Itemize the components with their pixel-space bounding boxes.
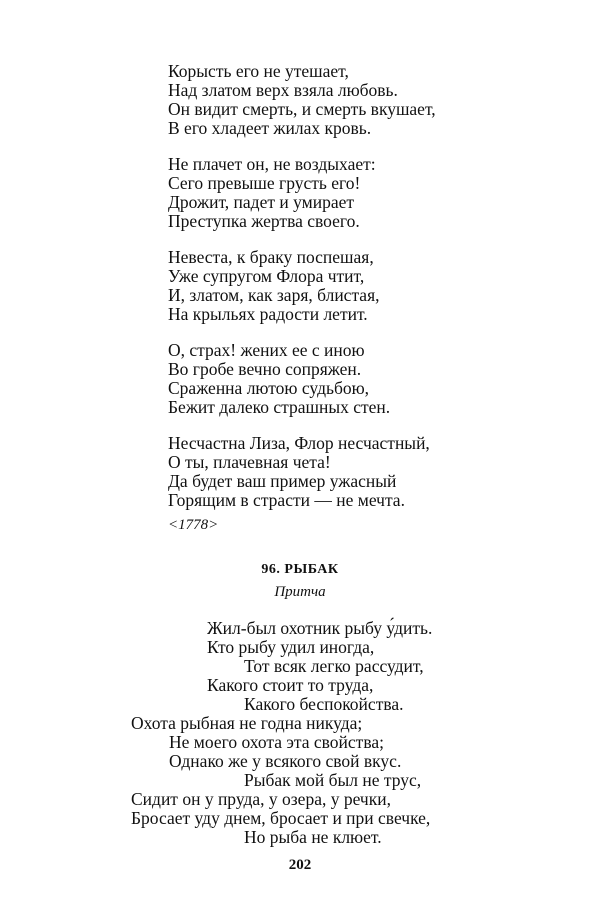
verse-line: Бросает уду днем, бросает и при свечке, — [131, 808, 431, 828]
verse-line: Сраженна лютою судьбою, — [168, 378, 370, 398]
verse-line: Сидит он у пруда, у озера, у речки, — [131, 789, 391, 809]
verse-line: Не плачет он, не воздыхает: — [168, 154, 376, 174]
stanza-2 — [168, 155, 498, 231]
verse-line: Тот всяк легко рассудит, — [244, 656, 424, 676]
verse-line: Не моего охота эта свойства; — [169, 732, 384, 752]
verse-line: Однако же у всякого свой вкус. — [169, 751, 402, 771]
stanza-5 — [168, 434, 498, 510]
poem-title: 96. РЫБАК — [261, 562, 339, 577]
verse-line: Преступка жертва своего. — [168, 211, 360, 231]
verse-line: Корысть его не утешает, — [168, 61, 349, 81]
verse-line: О, страх! жених ее с иною — [168, 340, 365, 360]
verse-line: Бежит далеко страшных стен. — [168, 397, 391, 417]
poem-date: <1778> — [168, 517, 219, 533]
verse-line: Охота рыбная не годна никуда; — [131, 713, 363, 733]
page-number: 202 — [288, 857, 312, 873]
verse-line: Несчастна Лиза, Флор несчастный, — [168, 433, 430, 453]
verse-line: Во гробе вечно сопряжен. — [168, 359, 362, 379]
verse-line: Но рыба не клюет. — [244, 827, 382, 847]
verse-line: Какого стоит то труда, — [207, 675, 374, 695]
verse-line: Уже супругом Флора чтит, — [168, 266, 365, 286]
stanza-3 — [168, 248, 498, 324]
verse-line: Над златом верх взяла любовь. — [168, 80, 398, 100]
stanza-4 — [168, 341, 498, 417]
verse-line: Сего превыше грусть его! — [168, 173, 361, 193]
verse-line: Какого беспокойства. — [244, 694, 404, 714]
verse-line: О ты, плачевная чета! — [168, 452, 331, 472]
poem-subtitle: Притча — [274, 584, 326, 600]
verse-line: Рыбак мой был не трус, — [244, 770, 422, 790]
verse-line: Дрожит, падет и умирает — [168, 192, 354, 212]
stanza-1 — [168, 62, 498, 138]
verse-line: Кто рыбу удил иногда, — [207, 637, 375, 657]
verse-line: И, златом, как заря, блистая, — [168, 285, 380, 305]
verse-line: Да будет ваш пример ужасный — [168, 471, 397, 491]
verse-line: Он видит смерть, и смерть вкушает, — [168, 99, 436, 119]
verse-line: На крыльях радости летит. — [168, 304, 368, 324]
verse-line: Жил-был охотник рыбу у́дить. — [207, 618, 433, 638]
verse-line: Горящим в страсти — не мечта. — [168, 490, 405, 510]
verse-line: В его хладеет жилах кровь. — [168, 118, 372, 138]
verse-line: Невеста, к браку поспешая, — [168, 247, 374, 267]
